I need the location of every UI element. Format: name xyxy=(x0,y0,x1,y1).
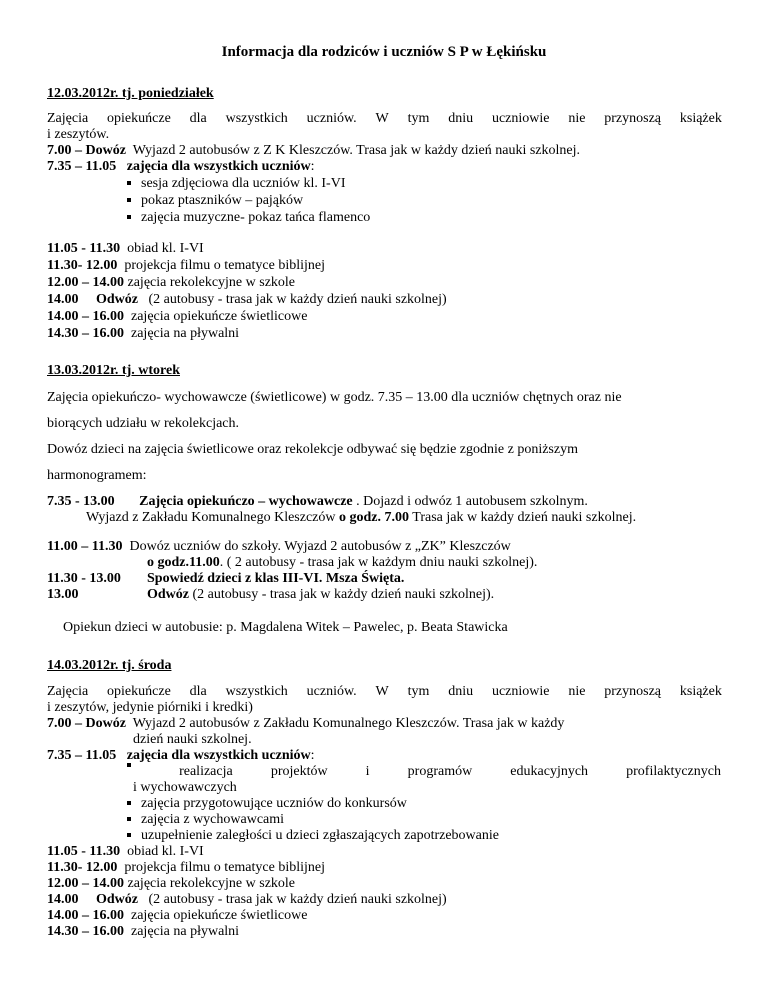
time: 11.30- 12.00 xyxy=(47,258,118,273)
text: projekcja filmu o tematyce biblijnej xyxy=(124,258,325,273)
label: Odwóz xyxy=(96,292,138,307)
day3-bullet-cont: i wychowawczych xyxy=(133,780,237,795)
day2-return xyxy=(147,587,494,603)
word: wszystkich xyxy=(225,684,288,699)
text: Wyjazd 2 autobusów z Zakładu Komunalnego Kleszczów. Trasa jak w każdy xyxy=(132,716,565,731)
text: zajęcia rekolekcyjne w szkole xyxy=(127,275,296,290)
day1-main: 7.35 – 11.05 zajęcia dla wszystkich uczniów: xyxy=(47,159,315,174)
day3-schedule-row xyxy=(47,860,325,876)
text: Dowóz uczniów do szkoły. Wyjazd 2 autobusów z „ZK” Kleszczów xyxy=(129,539,511,554)
day3-main: 7.35 – 11.05 zajęcia dla wszystkich uczniów: xyxy=(47,748,315,763)
day1-bullet: zajęcia muzyczne- pokaz tańca flamenco xyxy=(127,210,370,226)
time: 14.00 xyxy=(47,892,79,907)
word: uczniów. xyxy=(306,684,357,699)
label: Odwóz xyxy=(96,892,138,907)
word: opiekuńcze xyxy=(107,111,171,126)
time: 11.30 - 13.00 xyxy=(47,571,121,586)
day3-intro-cont: i zeszytów, jedynie piórniki i kredki) xyxy=(47,700,253,715)
day2-para: harmonogramem: xyxy=(47,468,147,483)
word: programów xyxy=(407,764,473,779)
word: opiekuńcze xyxy=(107,684,171,699)
word: realizacja xyxy=(179,764,233,779)
day1-dowoz xyxy=(47,143,580,159)
time: 14.00 – 16.00 xyxy=(47,908,124,923)
word: tym xyxy=(407,111,430,126)
day2-para: Zajęcia opiekuńczo- wychowawcze (świetlicowe) w godz. 7.35 – 13.00 dla uczniów chętnych oraz nie xyxy=(47,390,622,405)
word: wszystkich xyxy=(225,111,288,126)
word: przynoszą xyxy=(604,111,662,126)
day2-row xyxy=(47,494,588,510)
document-title: Informacja dla rodziców i uczniów S P w Łękińsku xyxy=(221,44,547,60)
word: dla xyxy=(189,111,207,126)
word: W xyxy=(375,684,389,699)
day3-schedule-row xyxy=(47,892,447,908)
word: tym xyxy=(407,684,430,699)
day2-header: 13.03.2012r. tj. wtorek xyxy=(47,363,180,378)
time: o godz. 7.00 xyxy=(339,510,410,525)
time: 12.00 – 14.00 xyxy=(47,876,124,891)
text: . Dojazd i odwóz 1 autobusem szkolnym. xyxy=(352,494,588,509)
text: Wyjazd 2 autobusów z Z K Kleszczów. Trasa jak w każdy dzień nauki szkolnej. xyxy=(132,143,580,158)
label: Zajęcia opiekuńczo – wychowawcze xyxy=(139,494,353,509)
time: 7.35 – 11.05 xyxy=(47,748,117,763)
day3-bullet: zajęcia z wychowawcami xyxy=(127,812,284,828)
text: (2 autobusy - trasa jak w każdy dzień nauki szkolnej) xyxy=(148,892,447,907)
time: 14.00 – 16.00 xyxy=(47,309,124,324)
text: Trasa jak w każdy dzień nauki szkolnej. xyxy=(409,510,637,525)
word: dniu xyxy=(448,111,474,126)
day2-guardian: Opiekun dzieci w autobusie: p. Magdalena Witek – Pawelec, p. Beata Stawicka xyxy=(63,620,508,635)
word: dla xyxy=(189,684,207,699)
time: 7.35 - 13.00 xyxy=(47,494,115,509)
day1-bullet: sesja zdjęciowa dla uczniów kl. I-VI xyxy=(127,176,345,192)
day2-para: Dowóz dzieci na zajęcia świetlicowe oraz rekolekcje odbywać się będzie zgodnie z poniższym xyxy=(47,442,578,457)
time: 11.05 - 11.30 xyxy=(47,844,121,859)
day2-row-cont xyxy=(86,510,636,526)
day2-row xyxy=(47,587,79,603)
word: książek xyxy=(679,684,722,699)
text: zajęcia na pływalni xyxy=(131,326,240,341)
word: profilaktycznych xyxy=(626,764,721,779)
day3-bullet xyxy=(127,764,721,780)
label: Odwóz xyxy=(147,587,189,602)
day2-row xyxy=(47,539,511,555)
word: nie xyxy=(568,684,586,699)
word: Zajęcia xyxy=(47,111,89,126)
text: zajęcia dla wszystkich uczniów xyxy=(126,748,311,763)
time: 7.35 – 11.05 xyxy=(47,159,117,174)
time: 11.05 - 11.30 xyxy=(47,241,121,256)
day2-confession: Spowiedź dzieci z klas III-VI. Msza Święta. xyxy=(147,571,405,586)
text: (2 autobusy - trasa jak w każdy dzień nauki szkolnej) xyxy=(148,292,447,307)
day3-schedule-row xyxy=(47,924,239,940)
text: obiad kl. I-VI xyxy=(127,241,204,256)
time: 14.00 xyxy=(47,292,79,307)
text: zajęcia na pływalni xyxy=(131,924,240,939)
day3-schedule-row xyxy=(47,876,295,892)
time: 7.00 – Dowóz xyxy=(47,143,126,158)
time: 13.00 xyxy=(47,587,79,602)
word: W xyxy=(375,111,389,126)
word: i xyxy=(365,764,370,779)
day3-schedule-row xyxy=(47,844,204,860)
time: 11.30- 12.00 xyxy=(47,860,118,875)
day1-intro-cont: i zeszytów. xyxy=(47,127,110,142)
text: obiad kl. I-VI xyxy=(127,844,204,859)
day1-intro xyxy=(47,111,722,127)
day1-schedule-row xyxy=(47,258,325,274)
day1-header: 12.03.2012r. tj. poniedziałek xyxy=(47,86,214,101)
day3-bullet: zajęcia przygotowujące uczniów do konkursów xyxy=(127,796,407,812)
day1-schedule-row xyxy=(47,275,295,291)
time: 12.00 – 14.00 xyxy=(47,275,124,290)
day1-bullet: pokaz ptaszników – pająków xyxy=(127,193,303,209)
time: 11.00 – 11.30 xyxy=(47,539,123,554)
word: projektów xyxy=(270,764,328,779)
word: edukacyjnych xyxy=(510,764,589,779)
text: zajęcia dla wszystkich uczniów xyxy=(126,159,311,174)
time: 7.00 – Dowóz xyxy=(47,716,126,731)
word: dniu xyxy=(448,684,474,699)
word: nie xyxy=(568,111,586,126)
day1-schedule-row xyxy=(47,326,239,342)
day2-row-cont xyxy=(147,555,537,571)
text: projekcja filmu o tematyce biblijnej xyxy=(124,860,325,875)
day1-schedule-row xyxy=(47,309,307,325)
day1-schedule-row xyxy=(47,241,204,257)
time: 14.30 – 16.00 xyxy=(47,924,124,939)
word: uczniowie xyxy=(491,111,550,126)
text: Wyjazd z Zakładu Komunalnego Kleszczów xyxy=(86,510,340,525)
word: uczniowie xyxy=(491,684,550,699)
time: o godz.11.00 xyxy=(147,555,220,570)
day1-schedule-row xyxy=(47,292,447,308)
day2-para: biorących udziału w rekolekcjach. xyxy=(47,416,240,431)
text: zajęcia opiekuńcze świetlicowe xyxy=(131,908,308,923)
day3-dowoz xyxy=(47,716,564,732)
day3-intro xyxy=(47,684,722,700)
day3-dowoz-cont: dzień nauki szkolnej. xyxy=(133,732,252,747)
word: uczniów. xyxy=(306,111,357,126)
text: zajęcia opiekuńcze świetlicowe xyxy=(131,309,308,324)
time: 14.30 – 16.00 xyxy=(47,326,124,341)
word: Zajęcia xyxy=(47,684,89,699)
text: zajęcia rekolekcyjne w szkole xyxy=(127,876,296,891)
text: (2 autobusy - trasa jak w każdy dzień nauki szkolnej). xyxy=(189,587,495,602)
day2-row xyxy=(47,571,121,587)
day3-bullet: uzupełnienie zaległości u dzieci zgłaszających zapotrzebowanie xyxy=(127,828,499,844)
word: książek xyxy=(679,111,722,126)
day3-schedule-row xyxy=(47,908,307,924)
day3-header: 14.03.2012r. tj. środa xyxy=(47,658,172,673)
text: . ( 2 autobusy - trasa jak w każdym dniu nauki szkolnej). xyxy=(219,555,538,570)
word: przynoszą xyxy=(604,684,662,699)
